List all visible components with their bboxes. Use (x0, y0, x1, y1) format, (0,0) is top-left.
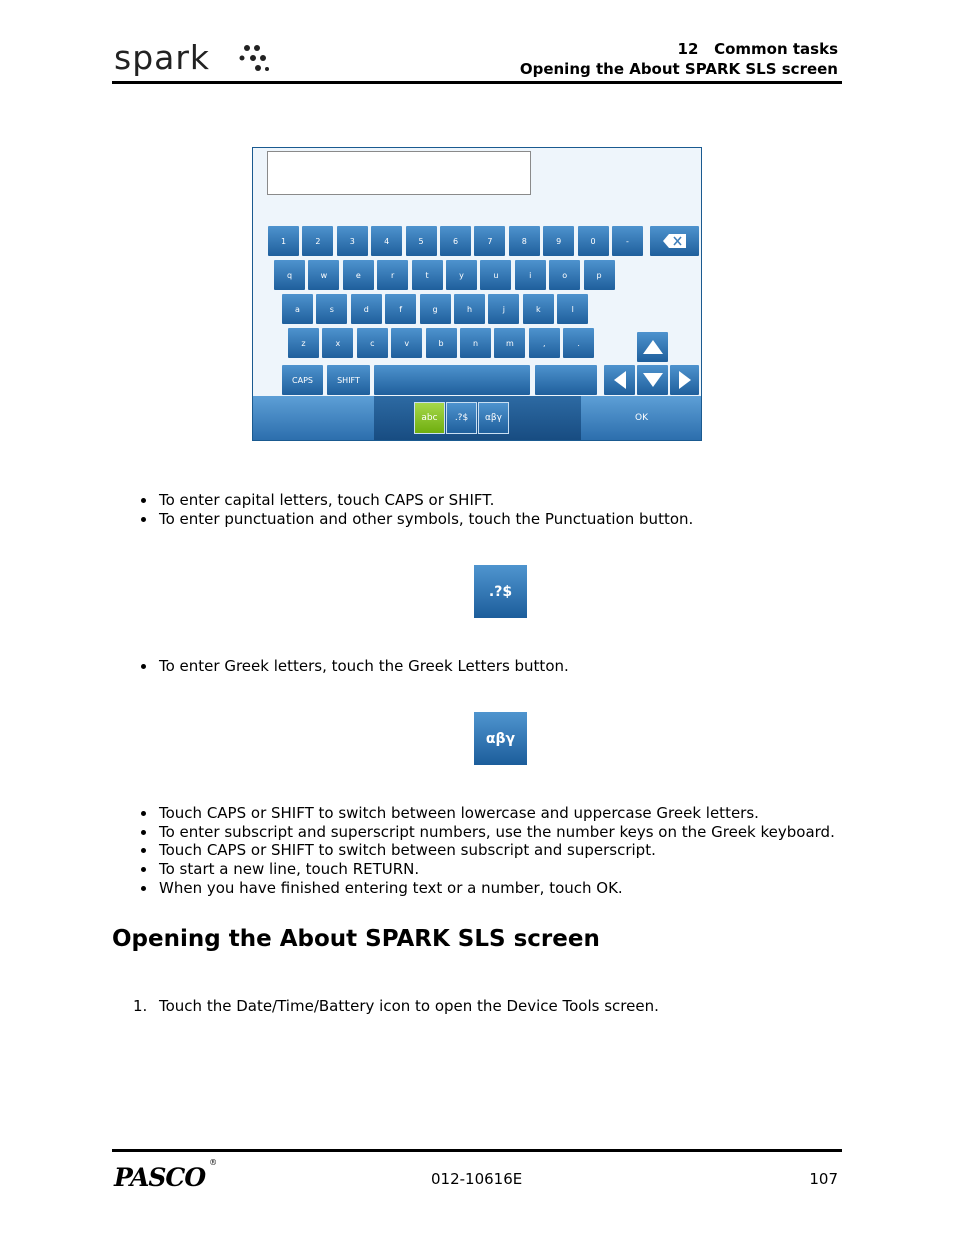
keyboard-key: c (357, 328, 388, 358)
keyboard-key: k (523, 294, 554, 324)
bullet-list-2 (140, 657, 569, 676)
list-item: To enter capital letters, touch CAPS or SHIFT. (140, 491, 693, 510)
keyboard-key: l (557, 294, 588, 324)
keyboard-key: 9 (543, 226, 574, 256)
greek-letters-button-image: αβγ (474, 712, 527, 765)
keyboard-key: d (351, 294, 382, 324)
pasco-logo-text: PASCO (114, 1163, 206, 1192)
keyboard-key: o (549, 260, 580, 290)
backspace-icon (662, 233, 688, 249)
list-item: When you have finished entering text or a number, touch OK. (140, 879, 835, 898)
list-item: To start a new line, touch RETURN. (140, 860, 835, 879)
keyboard-key: a (282, 294, 313, 324)
list-item: Touch CAPS or SHIFT to switch between lowercase and uppercase Greek letters. (140, 804, 835, 823)
running-header (520, 39, 838, 79)
keyboard-key: q (274, 260, 305, 290)
pasco-logo (114, 1157, 217, 1192)
keyboard-key: 2 (302, 226, 333, 256)
arrow-up-key (637, 332, 668, 362)
arrow-left-key (604, 365, 635, 395)
list-item: To enter Greek letters, touch the Greek Letters button. (140, 657, 569, 676)
space-key (374, 365, 530, 395)
page-number: 107 (809, 1170, 838, 1188)
keyboard-key: 4 (371, 226, 402, 256)
list-item: To enter subscript and superscript numbers, use the number keys on the Greek keyboard. (140, 823, 835, 842)
punctuation-button-image: .?$ (474, 565, 527, 618)
ok-button-label: OK (635, 413, 648, 423)
keyboard-key: z (288, 328, 319, 358)
keyboard-key: 6 (440, 226, 471, 256)
mode-punctuation-button: .?$ (446, 402, 477, 434)
backspace-key (650, 226, 699, 256)
running-section-title: Opening the About SPARK SLS screen (519, 60, 838, 78)
onscreen-keyboard-screenshot (252, 147, 702, 441)
bullet-list-1 (140, 491, 693, 528)
keyboard-key: 1 (268, 226, 299, 256)
keyboard-key: . (563, 328, 594, 358)
arrow-right-icon (678, 370, 692, 390)
keyboard-key: h (454, 294, 485, 324)
keyboard-key: x (322, 328, 353, 358)
spark-logo-dots-icon (238, 44, 278, 74)
shift-key: SHIFT (327, 365, 370, 395)
arrow-up-icon (642, 339, 664, 355)
keyboard-key: b (426, 328, 457, 358)
spark-logo: spark (114, 38, 211, 77)
keyboard-key: r (377, 260, 408, 290)
keyboard-key: s (316, 294, 347, 324)
arrow-down-key (637, 365, 668, 395)
return-key (535, 365, 597, 395)
header-rule (112, 81, 842, 84)
keyboard-key: 8 (509, 226, 540, 256)
keyboard-key: 0 (578, 226, 609, 256)
list-item: Touch CAPS or SHIFT to switch between subscript and superscript. (140, 841, 835, 860)
bullet-list-3 (140, 804, 835, 898)
arrow-right-key (670, 365, 699, 395)
text-input-field (267, 151, 531, 195)
keyboard-key: f (385, 294, 416, 324)
keyboard-key: 3 (337, 226, 368, 256)
caps-key: CAPS (282, 365, 323, 395)
keyboard-key: 5 (406, 226, 437, 256)
keyboard-key: t (412, 260, 443, 290)
keyboard-key: , (529, 328, 560, 358)
document-id: 012-10616E (431, 1170, 523, 1188)
mode-abc-button: abc (414, 402, 445, 434)
arrow-left-icon (613, 370, 627, 390)
keyboard-key: v (391, 328, 422, 358)
section-heading: Opening the About SPARK SLS screen (112, 926, 600, 952)
keyboard-key: w (308, 260, 339, 290)
mode-greek-button: αβγ (478, 402, 509, 434)
keyboard-key: 7 (474, 226, 505, 256)
list-item: To enter punctuation and other symbols, touch the Punctuation button. (140, 510, 693, 529)
keyboard-key: y (446, 260, 477, 290)
keyboard-key: g (420, 294, 451, 324)
keyboard-key: i (515, 260, 546, 290)
step-number: 1. (133, 997, 148, 1015)
keyboard-key: m (494, 328, 525, 358)
keyboard-key: n (460, 328, 491, 358)
registered-mark: ® (209, 1157, 217, 1167)
footer-rule (112, 1149, 842, 1152)
keyboard-key: p (584, 260, 615, 290)
arrow-down-icon (642, 372, 664, 388)
keyboard-key: u (480, 260, 511, 290)
keyboard-key: e (343, 260, 374, 290)
chapter-title: 12 Common tasks (677, 40, 838, 58)
step-text: Touch the Date/Time/Battery icon to open the Device Tools screen. (159, 997, 659, 1015)
keyboard-key: j (488, 294, 519, 324)
numbered-step (133, 997, 659, 1015)
keyboard-key: - (612, 226, 643, 256)
